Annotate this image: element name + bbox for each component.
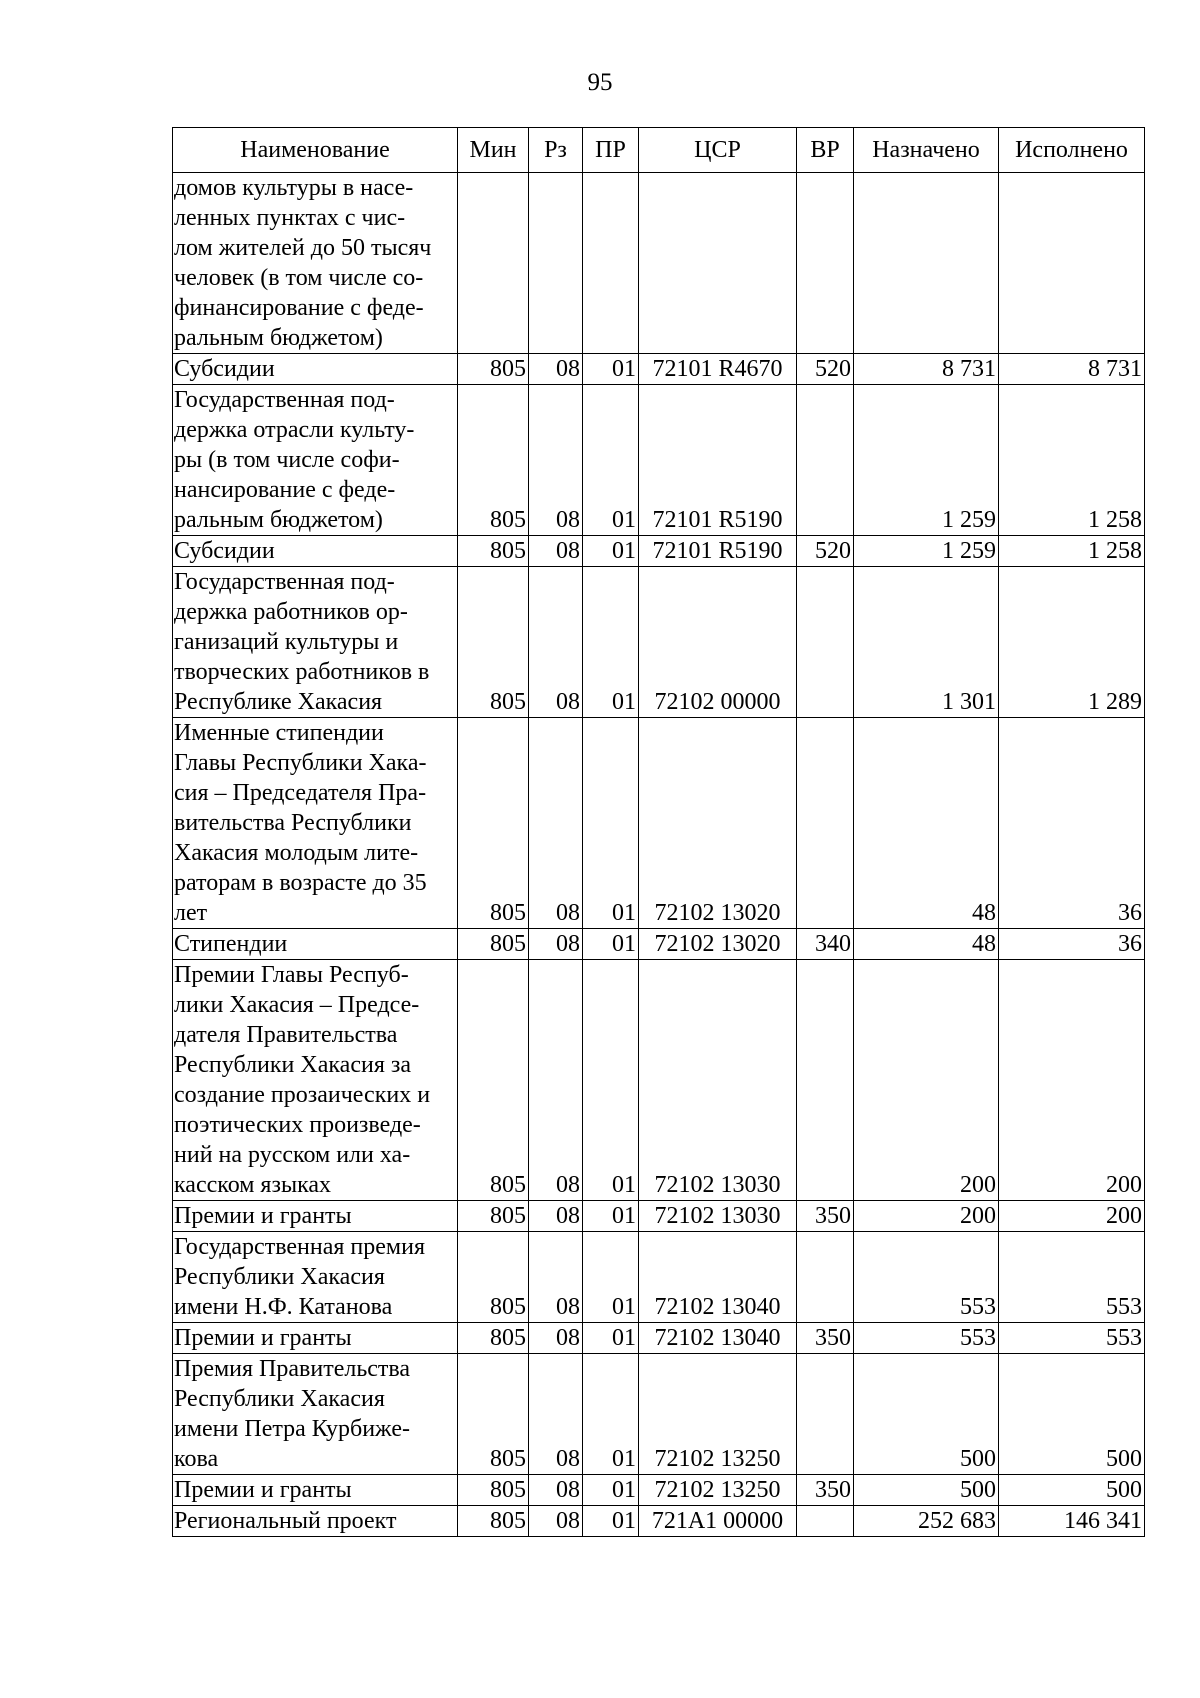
cell-min: 805 [458,718,529,929]
cell-vr [797,385,854,536]
table-header-row [173,128,1145,173]
cell-csr: 72102 13020 [639,929,797,960]
cell-executed: 553 [999,1232,1145,1323]
cell-name-line: Главы Республики Хака- [174,750,427,776]
cell-name-line: Государственная премия [174,1234,425,1260]
page-number: 95 [587,69,613,96]
cell-min: 805 [458,1354,529,1475]
cell-rz: 08 [529,1201,583,1232]
cell-vr: 520 [797,536,854,567]
cell-csr: 72101 R5190 [639,385,797,536]
cell-assigned: 1 259 [854,536,999,567]
table-row [173,1323,1145,1354]
cell-rz: 08 [529,354,583,385]
cell-name [173,385,458,536]
cell-vr: 340 [797,929,854,960]
header-csr: ЦСР [639,128,797,173]
cell-name-line: Премии Главы Респуб- [174,962,409,988]
cell-assigned: 553 [854,1232,999,1323]
cell-name-line: лом жителей до 50 тысяч [174,235,432,261]
table-row [173,1506,1145,1537]
cell-vr [797,1232,854,1323]
cell-rz: 08 [529,1475,583,1506]
cell-rz: 08 [529,1323,583,1354]
cell-name-line: ральным бюджетом) [174,507,383,533]
cell-executed: 1 258 [999,385,1145,536]
cell-name-line: раторам в возрасте до 35 [174,870,427,896]
cell-pr: 01 [583,385,639,536]
cell-name-line: имени Петра Курбиже- [174,1416,410,1442]
cell-csr: 72102 00000 [639,567,797,718]
cell-name-line: сия – Председателя Пра- [174,780,427,806]
cell-name-line: нансирование с феде- [174,477,396,503]
table-body [173,173,1145,1537]
cell-name-line: ры (в том числе софи- [174,447,400,473]
cell-name-line: лет [174,900,208,926]
header-assigned: Назначено [854,128,999,173]
header-name: Наименование [173,128,458,173]
cell-vr: 520 [797,354,854,385]
cell-min: 805 [458,1201,529,1232]
cell-pr [583,173,639,354]
cell-executed: 200 [999,1201,1145,1232]
header-vr: ВР [797,128,854,173]
cell-name-line: создание прозаических и [174,1082,431,1108]
cell-rz: 08 [529,929,583,960]
table-row [173,1232,1145,1323]
cell-name-line: ленных пунктах с чис- [174,205,406,231]
cell-vr [797,1354,854,1475]
budget-table [172,127,1145,1537]
cell-vr: 350 [797,1201,854,1232]
cell-assigned: 48 [854,718,999,929]
cell-rz: 08 [529,1354,583,1475]
cell-csr: 72102 13250 [639,1354,797,1475]
cell-executed: 200 [999,960,1145,1201]
cell-assigned: 553 [854,1323,999,1354]
header-min: Мин [458,128,529,173]
cell-assigned: 1 301 [854,567,999,718]
table-row [173,960,1145,1201]
cell-min: 805 [458,354,529,385]
cell-name-line: финансирование с феде- [174,295,424,321]
cell-name-line: кова [174,1446,219,1472]
cell-executed: 500 [999,1354,1145,1475]
cell-name-line: Стипендии [174,931,288,957]
cell-assigned: 8 731 [854,354,999,385]
cell-pr: 01 [583,929,639,960]
cell-min: 805 [458,385,529,536]
cell-name-line: ральным бюджетом) [174,325,383,351]
cell-name-line: Премии и гранты [174,1477,352,1503]
cell-name-line: творческих работников в [174,659,430,685]
cell-vr: 350 [797,1475,854,1506]
cell-name-line: лики Хакасия – Предсе- [174,992,420,1018]
header-executed: Исполнено [999,128,1145,173]
table-row [173,1475,1145,1506]
cell-rz: 08 [529,536,583,567]
cell-min: 805 [458,929,529,960]
cell-min: 805 [458,536,529,567]
table-row [173,354,1145,385]
cell-min: 805 [458,1323,529,1354]
cell-pr: 01 [583,1354,639,1475]
cell-name-line: Государственная под- [174,387,395,413]
cell-assigned: 200 [854,1201,999,1232]
cell-vr [797,567,854,718]
cell-rz: 08 [529,960,583,1201]
cell-pr: 01 [583,960,639,1201]
cell-csr: 72102 13030 [639,1201,797,1232]
cell-csr: 72101 R4670 [639,354,797,385]
cell-rz: 08 [529,385,583,536]
cell-name-line: Именные стипендии [174,720,384,746]
cell-name-line: Региональный проект [174,1508,397,1534]
cell-min [458,173,529,354]
cell-name-line: Республики Хакасия [174,1386,385,1412]
cell-csr: 72102 13250 [639,1475,797,1506]
cell-name [173,1323,458,1354]
cell-name-line: домов культуры в насе- [174,175,414,201]
cell-name [173,1354,458,1475]
cell-executed: 36 [999,718,1145,929]
cell-name-line: поэтических произведе- [174,1112,421,1138]
cell-executed: 146 341 [999,1506,1145,1537]
cell-pr: 01 [583,1506,639,1537]
cell-min: 805 [458,1475,529,1506]
cell-name [173,718,458,929]
cell-name-line: Премия Правительства [174,1356,411,1382]
cell-executed: 1 289 [999,567,1145,718]
cell-executed [999,173,1145,354]
cell-executed: 36 [999,929,1145,960]
cell-min: 805 [458,567,529,718]
cell-name-line: держка отрасли культу- [174,417,415,443]
table-row [173,385,1145,536]
cell-name-line: ний на русском или ха- [174,1142,411,1168]
cell-name [173,960,458,1201]
cell-name-line: Премии и гранты [174,1203,352,1229]
cell-vr [797,1506,854,1537]
cell-vr [797,960,854,1201]
cell-name-line: Государственная под- [174,569,395,595]
cell-name-line: имени Н.Ф. Катанова [174,1294,393,1320]
cell-name-line: Республике Хакасия [174,689,383,715]
cell-csr: 72102 13040 [639,1323,797,1354]
cell-assigned: 200 [854,960,999,1201]
cell-name-line: Субсидии [174,538,275,564]
table-row [173,718,1145,929]
cell-name [173,929,458,960]
header-rz: Рз [529,128,583,173]
cell-name [173,354,458,385]
table-row [173,1201,1145,1232]
cell-name [173,1475,458,1506]
cell-rz: 08 [529,1232,583,1323]
cell-name-line: Премии и гранты [174,1325,352,1351]
cell-csr: 72102 13040 [639,1232,797,1323]
cell-name [173,1232,458,1323]
cell-csr [639,173,797,354]
cell-rz: 08 [529,1506,583,1537]
table-row [173,536,1145,567]
cell-pr: 01 [583,567,639,718]
cell-name-line: Хакасия молодым лите- [174,840,419,866]
cell-executed: 553 [999,1323,1145,1354]
cell-pr: 01 [583,1232,639,1323]
table-row [173,567,1145,718]
cell-assigned [854,173,999,354]
cell-rz: 08 [529,567,583,718]
cell-pr: 01 [583,536,639,567]
cell-rz: 08 [529,718,583,929]
cell-name-line: Республики Хакасия [174,1264,385,1290]
cell-rz [529,173,583,354]
cell-name [173,536,458,567]
table-row [173,173,1145,354]
cell-assigned: 252 683 [854,1506,999,1537]
cell-name-line: Республики Хакасия за [174,1052,411,1078]
cell-pr: 01 [583,1201,639,1232]
cell-csr: 72102 13030 [639,960,797,1201]
cell-executed: 8 731 [999,354,1145,385]
cell-name [173,173,458,354]
cell-csr: 72102 13020 [639,718,797,929]
cell-name-line: держка работников ор- [174,599,408,625]
cell-pr: 01 [583,1475,639,1506]
cell-name-line: человек (в том числе со- [174,265,424,291]
cell-name-line: дателя Правительства [174,1022,398,1048]
cell-assigned: 500 [854,1475,999,1506]
cell-name-line: Субсидии [174,356,275,382]
cell-assigned: 1 259 [854,385,999,536]
cell-pr: 01 [583,354,639,385]
cell-min: 805 [458,1506,529,1537]
cell-csr: 72101 R5190 [639,536,797,567]
cell-vr [797,173,854,354]
cell-executed: 500 [999,1475,1145,1506]
cell-csr: 721A1 00000 [639,1506,797,1537]
cell-name-line: вительства Республики [174,810,412,836]
cell-pr: 01 [583,718,639,929]
cell-assigned: 500 [854,1354,999,1475]
table-row [173,1354,1145,1475]
cell-vr [797,718,854,929]
cell-executed: 1 258 [999,536,1145,567]
cell-name [173,1201,458,1232]
table-row [173,929,1145,960]
cell-name-line: ганизаций культуры и [174,629,399,655]
cell-name-line: касском языках [174,1172,332,1198]
cell-vr: 350 [797,1323,854,1354]
header-pr: ПР [583,128,639,173]
cell-pr: 01 [583,1323,639,1354]
cell-name [173,567,458,718]
cell-name [173,1506,458,1537]
cell-min: 805 [458,960,529,1201]
cell-assigned: 48 [854,929,999,960]
cell-min: 805 [458,1232,529,1323]
